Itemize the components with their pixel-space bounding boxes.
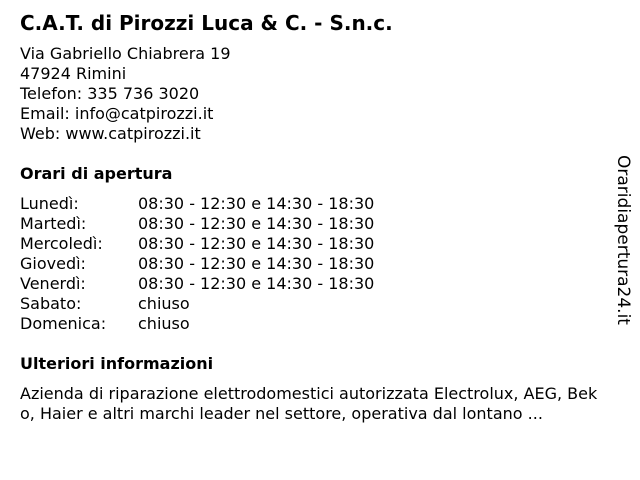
day-label: Sabato:: [20, 294, 82, 313]
time-value: chiuso: [138, 314, 190, 333]
time-value: chiuso: [138, 294, 190, 313]
day-label: Lunedì:: [20, 194, 79, 213]
time-value: 08:30 - 12:30 e 14:30 - 18:30: [138, 234, 375, 253]
site-brand-label: Oraridiapertura24.it: [613, 155, 633, 325]
hours-row-tuesday: [20, 214, 610, 234]
hours-row-sunday: [20, 314, 610, 334]
website-address: Web: www.catpirozzi.it: [20, 124, 201, 143]
city-postcode: 47924 Rimini: [20, 64, 127, 83]
hours-row-thursday: [20, 254, 610, 274]
opening-hours-heading: Orari di apertura: [20, 164, 173, 183]
hours-row-wednesday: [20, 234, 610, 254]
time-value: 08:30 - 12:30 e 14:30 - 18:30: [138, 254, 375, 273]
hours-row-monday: [20, 194, 610, 214]
street-address: Via Gabriello Chiabrera 19: [20, 44, 231, 63]
email-address: Email: info@catpirozzi.it: [20, 104, 214, 123]
opening-hours-table: [20, 194, 610, 334]
address-block: [20, 44, 610, 144]
business-card: [20, 10, 610, 424]
day-label: Giovedì:: [20, 254, 86, 273]
time-value: 08:30 - 12:30 e 14:30 - 18:30: [138, 214, 375, 233]
day-label: Domenica:: [20, 314, 107, 333]
day-label: Mercoledì:: [20, 234, 103, 253]
time-value: 08:30 - 12:30 e 14:30 - 18:30: [138, 274, 375, 293]
day-label: Martedì:: [20, 214, 87, 233]
time-value: 08:30 - 12:30 e 14:30 - 18:30: [138, 194, 375, 213]
phone-number: Telefon: 335 736 3020: [20, 84, 200, 103]
hours-row-saturday: [20, 294, 610, 314]
further-info-text: Azienda di riparazione elettrodomestici autorizzata Electrolux, AEG, Beko, Haier e altri marchi leader nel settore, operativa dal lontano ...: [20, 384, 598, 423]
further-info-heading: Ulteriori informazioni: [20, 354, 214, 373]
hours-row-friday: [20, 274, 610, 294]
company-name: C.A.T. di Pirozzi Luca & C. - S.n.c.: [20, 11, 393, 35]
day-label: Venerdì:: [20, 274, 86, 293]
